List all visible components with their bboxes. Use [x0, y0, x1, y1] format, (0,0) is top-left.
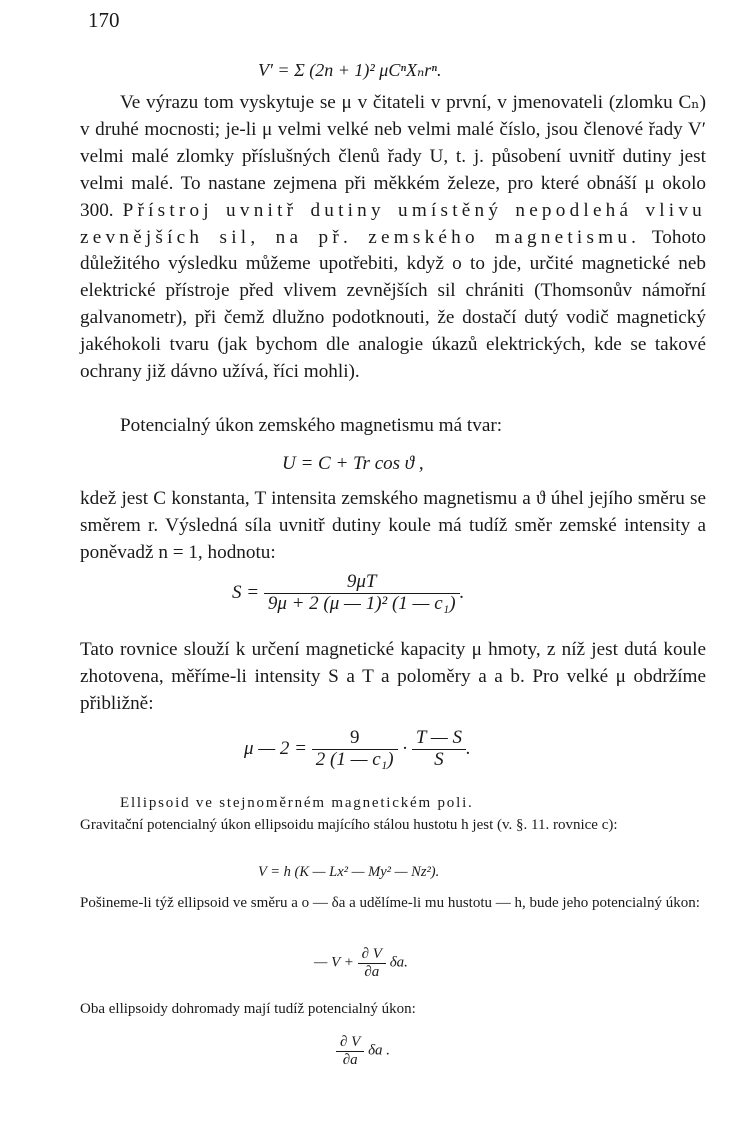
equation-dv-lhs: — V + — [314, 954, 354, 971]
paragraph-resulting-force-text: kdež jest C konstanta, T intensita zemského magnetismu a ϑ úhel jejího směru se směrem r. Výsledná síla uvnitř dutiny koule má tudíž směr zemské intensity a poněvadž n = 1, hodnotu: — [80, 488, 706, 563]
equation-dv — [314, 946, 408, 980]
equation-s-fraction — [264, 572, 460, 615]
equation-s-denominator: 9μ + 2 (μ — 1)² (1 — c₁) — [264, 593, 460, 615]
equation-mu-numerator-2: T — S — [415, 727, 462, 748]
equation-s-lhs: S = — [232, 581, 260, 603]
equation-s-numerator: 9μT — [346, 571, 377, 592]
equation-mu-fraction-1 — [312, 728, 398, 771]
paragraph-shift-text: Pošineme-li týž ellipsoid ve směru a o — δa a udělíme-li mu hustotu — h, bude jeho potencialný úkon: — [80, 895, 700, 911]
paragraph-capacity-text: Tato rovnice slouží k určení magnetické kapacity μ hmoty, z níž jest dutá koule zhotovena, měříme-li intensity S a T a poloměry a a b. Pro velké μ obdržíme přibližně: — [80, 639, 706, 714]
paragraph-shielding-text: Ve výrazu tom vyskytuje se μ v čitateli v první, v jmenovateli (zlomku Cₙ) v druhé mocnosti; je-li μ velmi velké neb velmi malé číslo, jsou členové řady V′ velmi malé zlomky příslušných členů řady U, t. j. působení uvnitř dutiny jest velmi malé. To nastane zejmena při měkkém železe, pro které obnáší μ okolo 300. — [80, 92, 706, 221]
equation-mu-lhs: μ — 2 = — [244, 737, 308, 759]
paragraph-capacity — [80, 637, 706, 718]
paragraph-earth-potential-text: Potencialný úkon zemského magnetismu má tvar: — [120, 415, 503, 436]
paragraph-shift — [80, 892, 706, 914]
section-ellipsoid — [80, 792, 706, 836]
paragraph-combined — [80, 998, 706, 1020]
equation-final-numerator: ∂ V — [340, 1034, 361, 1050]
equation-dv-end: δa. — [389, 954, 408, 971]
equation-mu-denominator-2: S — [412, 749, 466, 771]
page-number: 170 — [88, 8, 120, 32]
equation-s-end: . — [459, 581, 465, 603]
equation-mu-fraction-2 — [412, 728, 466, 771]
equation-dv-denominator: ∂a — [358, 963, 386, 981]
section-heading: Ellipsoid ve stejnoměrném magnetickém poli. — [120, 795, 474, 811]
equation-mu-numerator-1: 9 — [349, 727, 360, 748]
paragraph-combined-text: Oba ellipsoidy dohromady mají tudíž potencialný úkon: — [80, 1001, 416, 1017]
equation-final-end: δa . — [368, 1042, 391, 1059]
equation-mu-denominator-1: 2 (1 — c₁) — [312, 749, 398, 771]
equation-s — [232, 572, 464, 615]
equation-mu-end: . — [465, 737, 471, 759]
paragraph-resulting-force — [80, 486, 706, 567]
paragraph-shielding-rest: Tohoto důležitého výsledku můžeme upotřebiti, když o to jde, určité magnetické neb elektrické přístroje před vlivem zevnějších sil chrániti (Thomsonův námořní galvanometr), při čemž dlužno podotknouti, že dostačí dutý vodič magnetický jakéhokoli tvaru (jak bychom dle analogie úkazů elektrických, kde se takové ochrany již dávno užívá, říci mohli). — [80, 226, 707, 383]
paragraph-earth-potential — [80, 413, 706, 440]
equation-mu — [244, 728, 471, 771]
paragraph-gravitational: Gravitační potencialný úkon ellipsoidu majícího stálou hustotu h jest (v. §. 11. rovnice c): — [80, 817, 618, 833]
equation-dv-numerator: ∂ V — [361, 946, 382, 962]
equation-final — [336, 1034, 390, 1068]
equation-v-prime: V′ = Σ (2n + 1)² μCⁿXₙrⁿ. — [258, 60, 442, 80]
equation-final-fraction — [336, 1034, 364, 1068]
spaced-statement: Přístroj uvnitř dutiny umístěný nepodlehá vlivu zevnějších sil, na př. zemského magnetismu. — [80, 199, 707, 248]
paragraph-shielding — [80, 90, 706, 386]
equation-v: V = h (K — Lx² — My² — Nz²). — [258, 864, 440, 880]
equation-dv-fraction — [358, 946, 386, 980]
equation-u: U = C + Tr cos ϑ , — [282, 453, 424, 474]
equation-final-denominator: ∂a — [336, 1051, 364, 1069]
equation-mu-dot: · — [402, 737, 408, 759]
